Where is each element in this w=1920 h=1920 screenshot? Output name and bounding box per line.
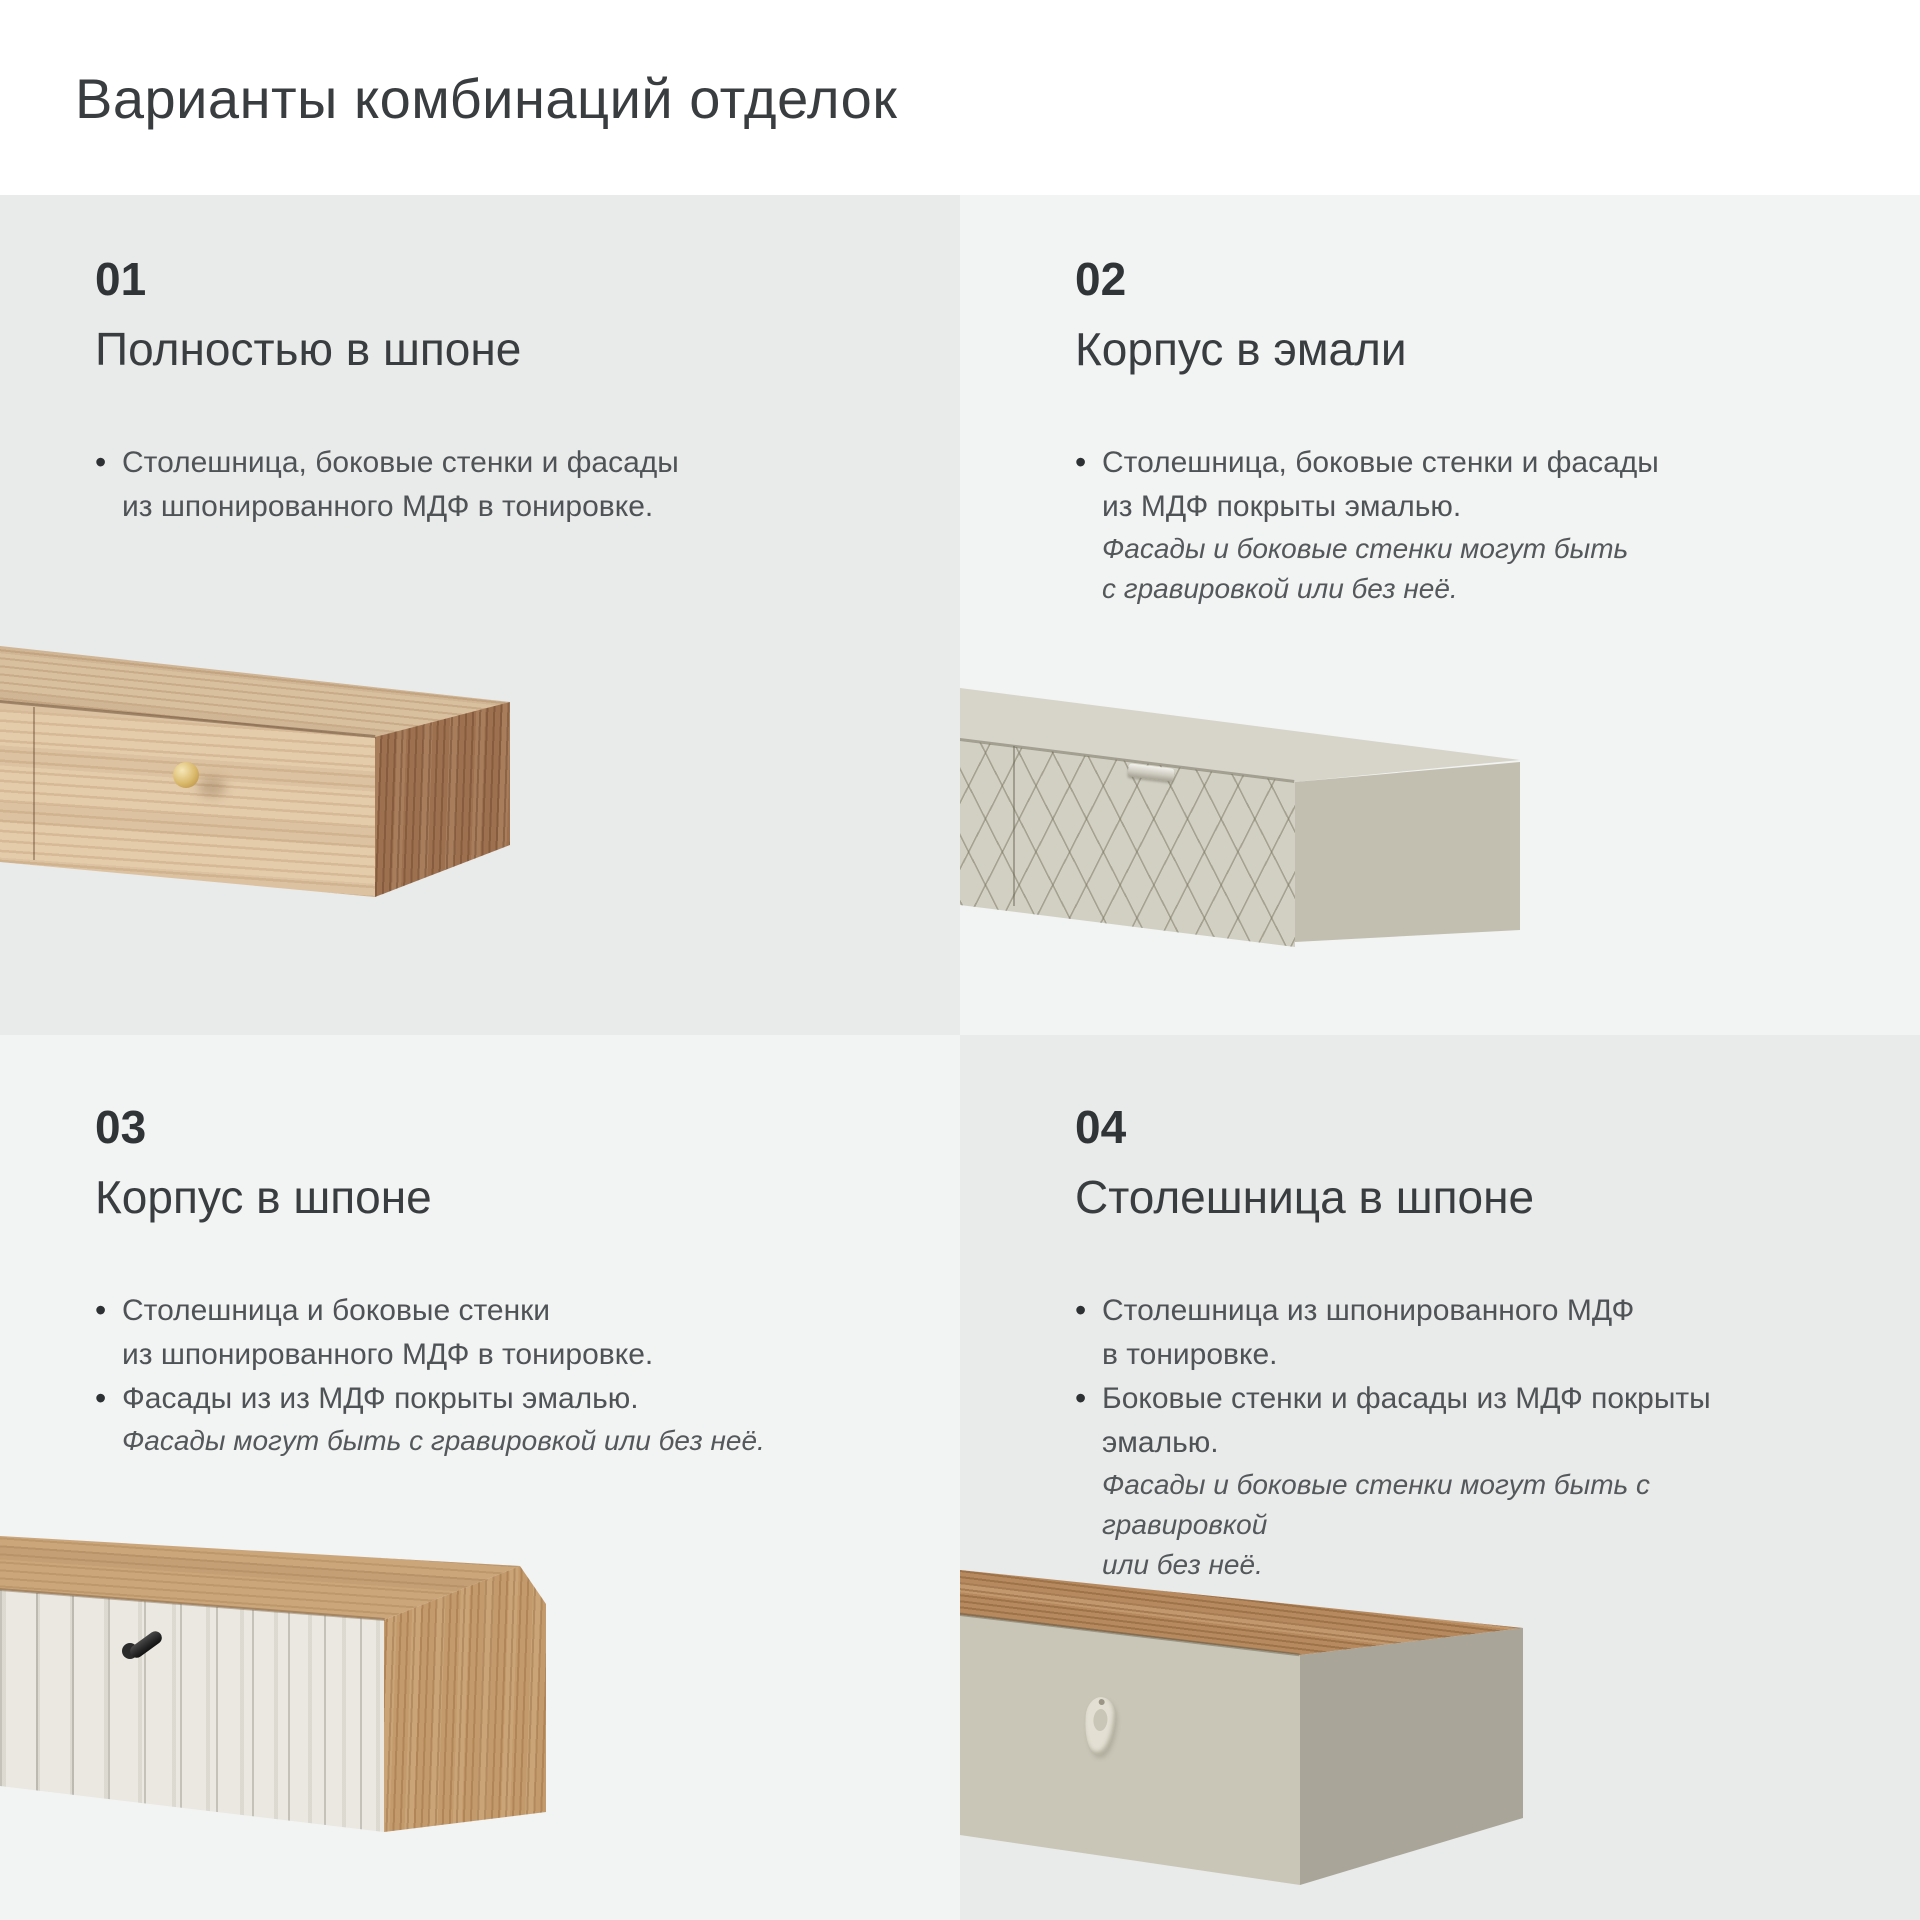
section-02-enamel-body [960,195,1920,1035]
feature-list [95,1289,815,1461]
feature-line: • Столешница из шпонированного МДФ [1075,1289,1795,1333]
feature-line: в тонировке. [1102,1338,1278,1371]
feature-line: • Фасады из из МДФ покрыты эмалью. [95,1377,815,1421]
section-title: Корпус в эмали [1075,323,1407,375]
section-04-veneer-top [960,1035,1920,1920]
feature-line: из МДФ покрыты эмалью. [1102,490,1462,523]
note-line: Фасады и боковые стенки могут быть с гравировкой [1102,1469,1651,1540]
section-title: Столешница в шпоне [1075,1171,1535,1223]
section-title: Корпус в шпоне [95,1171,432,1223]
knob-shadow [198,777,226,797]
section-number: 04 [1075,1101,1127,1153]
feature-line: • Столешница, боковые стенки и фасады [1075,441,1795,485]
feature-line: из шпонированного МДФ в тонировке. [122,490,654,523]
feature-list [1075,441,1795,609]
note-line: Фасады могут быть с гравировкой или без неё. [122,1425,765,1456]
section-number: 03 [95,1101,147,1153]
drawer-side-seam [1013,746,1015,906]
section-number: 02 [1075,253,1127,305]
note-line: или без неё. [1102,1549,1263,1580]
note-line: Фасады и боковые стенки могут быть [1102,533,1629,564]
note-line: с гравировкой или без неё. [1102,573,1458,604]
feature-line: • Боковые стенки и фасады из МДФ покрыты [1075,1377,1795,1421]
section-03-veneer-body [0,1035,960,1920]
feature-line: • Столешница, боковые стенки и фасады [95,441,815,485]
feature-line: • Столешница и боковые стенки [95,1289,815,1333]
feature-list [1075,1289,1795,1585]
section-title: Полностью в шпоне [95,323,522,375]
feature-list [95,441,815,529]
feature-line: эмалью. [1102,1426,1219,1459]
section-number: 01 [95,253,147,305]
feature-line: из шпонированного МДФ в тонировке. [122,1338,654,1371]
page-title: Варианты комбинаций отделок [75,67,898,130]
drawer-side-seam [33,707,35,860]
section-01-full-veneer [0,195,960,1035]
brass-knob [173,762,199,788]
